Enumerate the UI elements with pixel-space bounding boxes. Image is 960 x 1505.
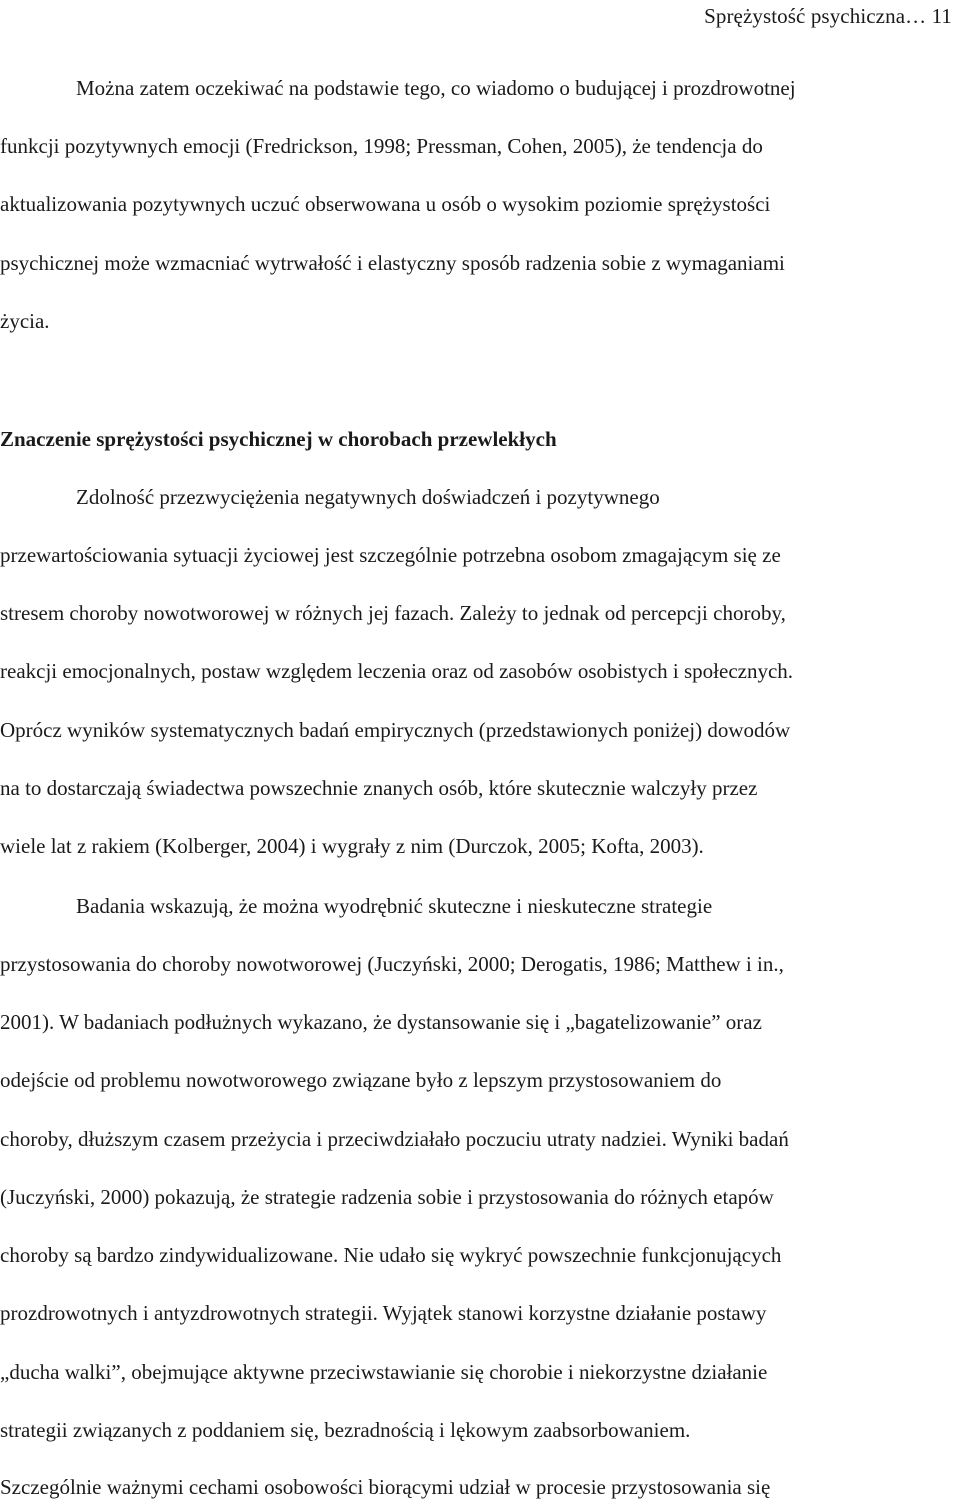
text-line: choroby są bardzo zindywidualizowane. Nie udało się wykryć powszechnie funkcjonujących	[0, 1243, 782, 1267]
section-heading: Znaczenie sprężystości psychicznej w chorobach przewlekłych	[0, 427, 557, 451]
text-line: Oprócz wyników systematycznych badań empirycznych (przedstawionych poniżej) dowodów	[0, 718, 791, 742]
text-line: na to dostarczają świadectwa powszechnie znanych osób, które skutecznie walczyły przez	[0, 776, 758, 800]
text-line: choroby, dłuższym czasem przeżycia i przeciwdziałało poczuciu utraty nadziei. Wyniki badań	[0, 1127, 789, 1151]
running-head: Sprężystość psychiczna… 11	[704, 4, 952, 28]
text-line: aktualizowania pozytywnych uczuć obserwowana u osób o wysokim poziomie sprężystości	[0, 192, 771, 216]
text-line: odejście od problemu nowotworowego związane było z lepszym przystosowaniem do	[0, 1068, 722, 1092]
text-line: Szczególnie ważnymi cechami osobowości biorącymi udział w procesie przystosowania się	[0, 1475, 771, 1499]
text-line: (Juczyński, 2000) pokazują, że strategie radzenia sobie i przystosowania do różnych etapów	[0, 1185, 774, 1209]
text-line: prozdrowotnych i antyzdrowotnych strategii. Wyjątek stanowi korzystne działanie postawy	[0, 1301, 767, 1325]
text-line: życia.	[0, 309, 50, 333]
text-line: strategii związanych z poddaniem się, bezradnością i lękowym zaabsorbowaniem.	[0, 1418, 691, 1442]
text-line: reakcji emocjonalnych, postaw względem leczenia oraz od zasobów osobistych i społecznych.	[0, 659, 794, 683]
text-line: Badania wskazują, że można wyodrębnić skuteczne i nieskuteczne strategie	[76, 894, 713, 918]
text-line: przewartościowania sytuacji życiowej jest szczególnie potrzebna osobom zmagającym się ze	[0, 543, 781, 567]
text-line: przystosowania do choroby nowotworowej (Juczyński, 2000; Derogatis, 1986; Matthew i in.,	[0, 952, 784, 976]
text-line: „ducha walki”, obejmujące aktywne przeciwstawianie się chorobie i niekorzystne działanie	[0, 1360, 768, 1384]
text-line: Można zatem oczekiwać na podstawie tego, co wiadomo o budującej i prozdrowotnej	[76, 76, 796, 100]
text-line: psychicznej może wzmacniać wytrwałość i elastyczny sposób radzenia sobie z wymaganiami	[0, 251, 785, 275]
text-line: wiele lat z rakiem (Kolberger, 2004) i wygrały z nim (Durczok, 2005; Kofta, 2003).	[0, 834, 704, 858]
text-line: stresem choroby nowotworowej w różnych jej fazach. Zależy to jednak od percepcji choroby,	[0, 601, 786, 625]
text-line: 2001). W badaniach podłużnych wykazano, że dystansowanie się i „bagatelizowanie” oraz	[0, 1010, 762, 1034]
text-line: funkcji pozytywnych emocji (Fredrickson, 1998; Pressman, Cohen, 2005), że tendencja do	[0, 134, 763, 158]
text-line: Zdolność przezwyciężenia negatywnych doświadczeń i pozytywnego	[76, 485, 660, 509]
